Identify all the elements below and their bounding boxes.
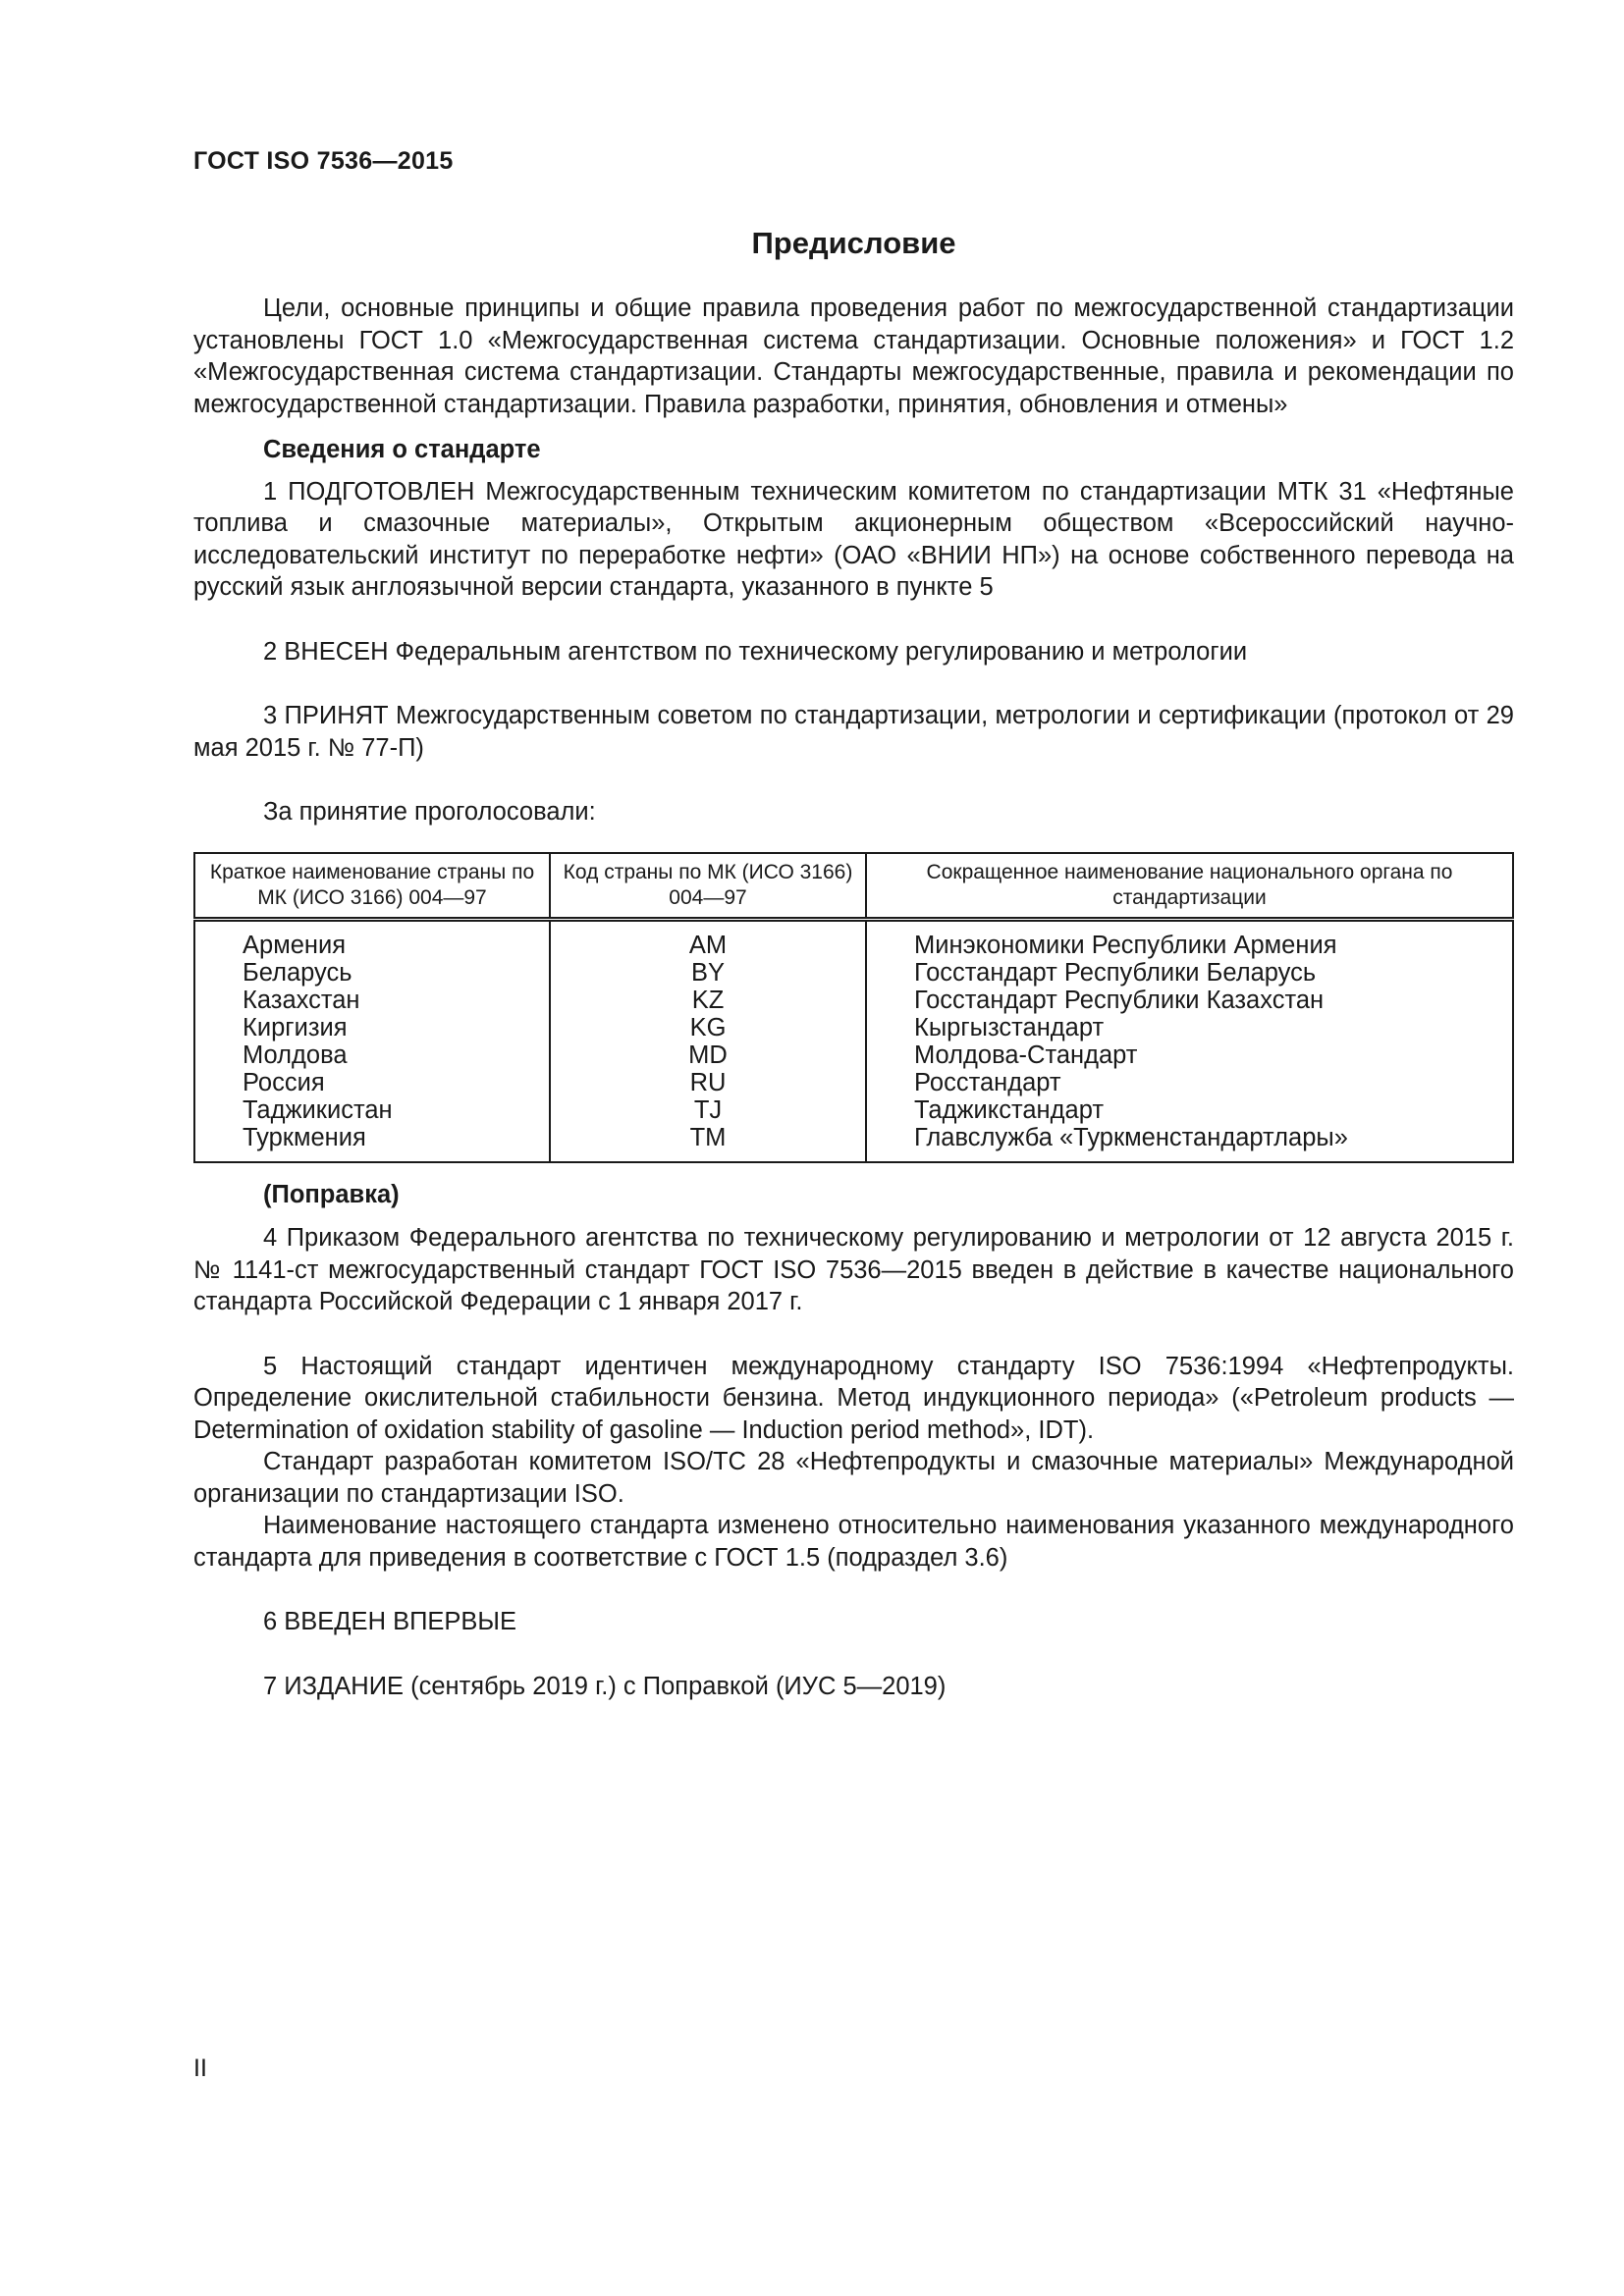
standards-body: Росстандарт [914, 1068, 1061, 1096]
table-row [194, 1124, 1513, 1162]
intro-paragraph: Цели, основные принципы и общие правила проведения работ по межгосударственной стандартизации установлены ГОСТ 1.0 «Межгосударственная система стандартизации. Основные положения» и ГОСТ 1.2 «Межгосударственная система стандартизации. Стандарты межгосударственные, правила и рекомендации по межгосударственной стандартизации. Правила разработки, принятия, обновления и отмены» [193, 294, 1514, 418]
header-standards-body: Сокращенное наименование национального органа по стандартизации [866, 853, 1513, 920]
table-row [194, 1069, 1513, 1096]
voted-label: За принятие проголосовали: [263, 798, 596, 826]
table-row [194, 1041, 1513, 1069]
country-name: Туркмения [194, 1124, 550, 1162]
page-number: II [193, 2055, 207, 2082]
item-6-first-introduced: 6 ВВЕДЕН ВПЕРВЫЕ [263, 1608, 517, 1635]
standards-body: Минэкономики Республики Армения [914, 931, 1337, 959]
country-code: TJ [550, 1096, 866, 1124]
country-name: Армения [194, 919, 550, 959]
item-7-edition: 7 ИЗДАНИЕ (сентябрь 2019 г.) с Поправкой (ИУС 5—2019) [263, 1672, 947, 1700]
foreword-content [193, 293, 1514, 1702]
standards-body: Таджикстандарт [914, 1095, 1105, 1124]
standards-body: Кыргызстандарт [914, 1013, 1105, 1041]
voting-countries-table [193, 852, 1514, 1163]
table-row [194, 919, 1513, 959]
table-row [194, 959, 1513, 987]
country-name: Киргизия [194, 1014, 550, 1041]
item-1-prepared: 1 ПОДГОТОВЛЕН Межгосударственным техническим комитетом по стандартизации МТК 31 «Нефтяные топлива и смазочные материалы», Открытым акционерным обществом «Всероссийский научно-исследовательский институт по переработке нефти» (ОАО «ВНИИ НП») на основе собственного перевода на русский язык англоязычной версии стандарта, указанного в пункте 5 [193, 477, 1514, 601]
header-country-name: Краткое наименование страны по МК (ИСО 3166) 004—97 [194, 853, 550, 920]
table-row [194, 1096, 1513, 1124]
country-code: KZ [550, 987, 866, 1014]
table-row [194, 1014, 1513, 1041]
section-title: Предисловие [751, 226, 956, 260]
amendment-label: (Поправка) [263, 1180, 400, 1208]
standards-body: Молдова-Стандарт [914, 1041, 1138, 1069]
header-country-code: Код страны по МК (ИСО 3166) 004—97 [550, 853, 866, 920]
country-name: Россия [194, 1069, 550, 1096]
item-5-identical: 5 Настоящий стандарт идентичен международному стандарту ISO 7536:1994 «Нефтепродукты. Определение окислительной стабильности бензина. Метод индукционного периода» («Petroleum products — Determination of oxidation stability of gasoline — Induction period method», IDT). [193, 1352, 1514, 1444]
about-standard-heading: Сведения о стандарте [263, 436, 541, 463]
standards-body: Главслужба «Туркменстандартлары» [914, 1123, 1348, 1151]
country-code: BY [550, 959, 866, 987]
country-code: RU [550, 1069, 866, 1096]
standards-body: Госстандарт Республики Казахстан [914, 986, 1325, 1014]
country-name: Казахстан [194, 987, 550, 1014]
table-row [194, 987, 1513, 1014]
country-name: Молдова [194, 1041, 550, 1069]
country-name: Таджикистан [194, 1096, 550, 1124]
item-5-developer: Стандарт разработан комитетом ISO/TC 28 «Нефтепродукты и смазочные материалы» Международной организации по стандартизации ISO. [193, 1448, 1514, 1508]
item-4-order: 4 Приказом Федерального агентства по техническому регулированию и метрологии от 12 августа 2015 г. № 1141-ст межгосударственный стандарт ГОСТ ISO 7536—2015 введен в действие в качестве национального стандарта Российской Федерации с 1 января 2017 г. [193, 1224, 1514, 1315]
item-5-name-change: Наименование настоящего стандарта изменено относительно наименования указанного международного стандарта для приведения в соответствие с ГОСТ 1.5 (подраздел 3.6) [193, 1512, 1514, 1572]
standards-body: Госстандарт Республики Беларусь [914, 958, 1317, 987]
document-code: ГОСТ ISO 7536—2015 [193, 147, 454, 175]
table-header-row [194, 853, 1513, 920]
country-code: KG [550, 1014, 866, 1041]
item-3-adopted: 3 ПРИНЯТ Межгосударственным советом по стандартизации, метрологии и сертификации (протокол от 29 мая 2015 г. № 77-П) [193, 702, 1514, 762]
country-name: Беларусь [194, 959, 550, 987]
item-2-submitted: 2 ВНЕСЕН Федеральным агентством по техническому регулированию и метрологии [263, 637, 1248, 666]
country-code: TM [550, 1124, 866, 1162]
country-code: MD [550, 1041, 866, 1069]
country-code: AM [550, 919, 866, 959]
